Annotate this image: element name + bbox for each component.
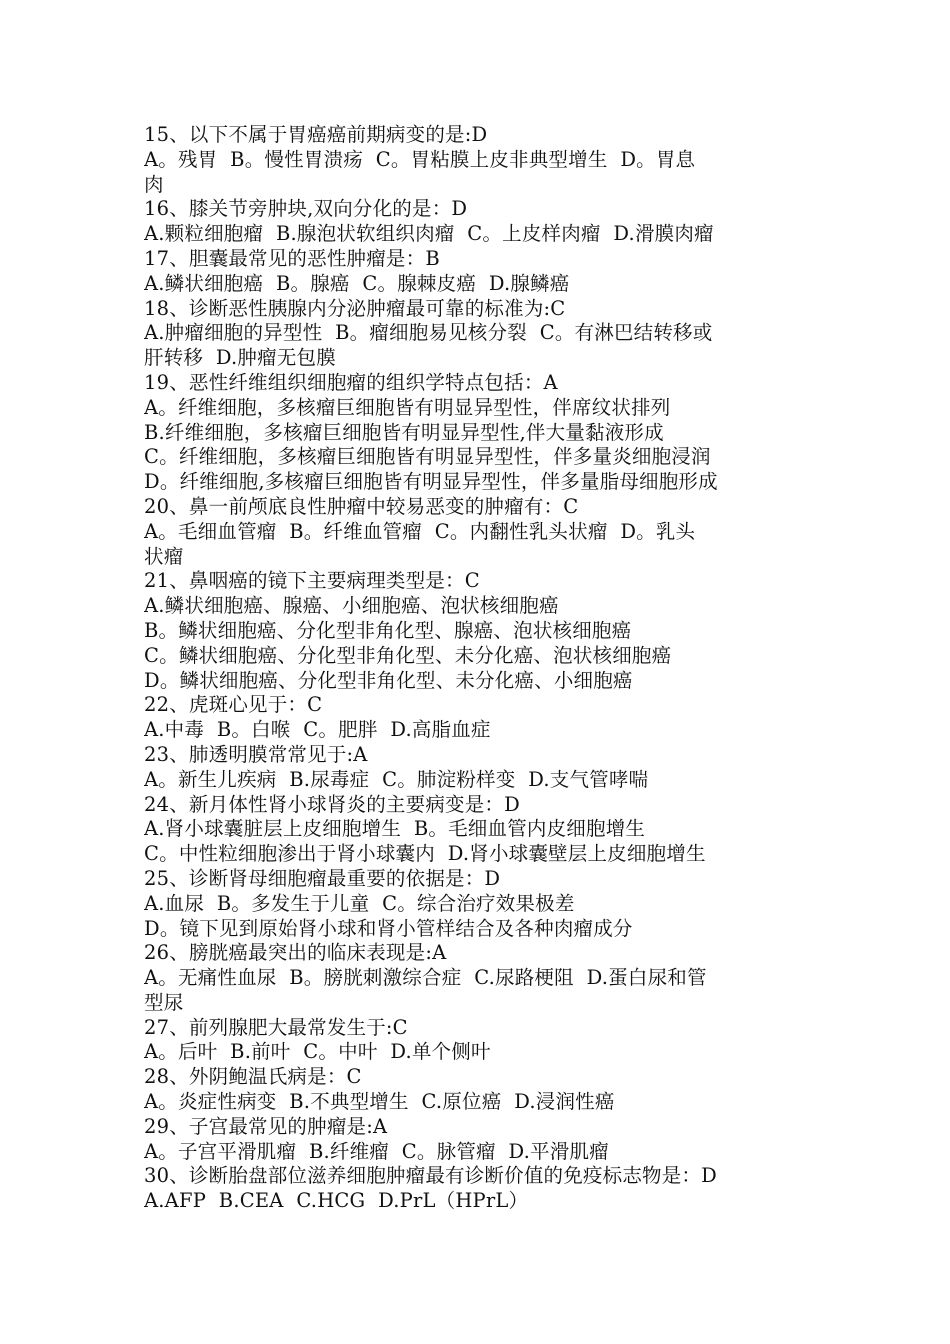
options-20-continued: 状瘤 bbox=[144, 544, 184, 568]
question-27: 27、前列腺肥大最常发生于:C bbox=[144, 1015, 408, 1039]
options-17: A.鳞状细胞癌 B。腺癌 C。腺棘皮癌 D.腺鳞癌 bbox=[144, 271, 570, 295]
option-21-c: C。鳞状细胞癌、分化型非角化型、未分化癌、泡状核细胞癌 bbox=[144, 643, 672, 667]
question-26: 26、膀胱癌最突出的临床表现是:A bbox=[144, 941, 447, 965]
options-24-cd: C。中性粒细胞渗出于肾小球囊内 D.肾小球囊壁层上皮细胞增生 bbox=[144, 842, 706, 866]
question-21: 21、鼻咽癌的镜下主要病理类型是：C bbox=[144, 569, 480, 593]
options-18: A.肿瘤细胞的异型性 B。瘤细胞易见核分裂 C。有淋巴结转移或 bbox=[144, 321, 713, 345]
question-25: 25、诊断肾母细胞瘤最重要的依据是：D bbox=[144, 866, 501, 890]
document-body bbox=[144, 123, 809, 1214]
question-29: 29、子宫最常见的肿瘤是:A bbox=[144, 1114, 388, 1138]
question-17: 17、胆囊最常见的恶性肿瘤是：B bbox=[144, 246, 440, 270]
options-18-continued: 肝转移 D.肿瘤无包膜 bbox=[144, 346, 336, 370]
option-25-d: D。镜下见到原始肾小球和肾小管样结合及各种肉瘤成分 bbox=[144, 916, 633, 940]
option-21-b: B。鳞状细胞癌、分化型非角化型、腺癌、泡状核细胞癌 bbox=[144, 618, 632, 642]
options-27: A。后叶 B.前叶 C。中叶 D.单个侧叶 bbox=[144, 1040, 491, 1064]
question-24: 24、新月体性肾小球肾炎的主要病变是：D bbox=[144, 792, 520, 816]
question-20: 20、鼻一前颅底良性肿瘤中较易恶变的肿瘤有：C bbox=[144, 494, 579, 518]
question-30: 30、诊断胎盘部位滋养细胞肿瘤最有诊断价值的免疫标志物是：D bbox=[144, 1164, 717, 1188]
options-24-ab: A.肾小球囊脏层上皮细胞增生 B。毛细血管内皮细胞增生 bbox=[144, 817, 646, 841]
option-21-d: D。鳞状细胞癌、分化型非角化型、未分化癌、小细胞癌 bbox=[144, 668, 633, 692]
options-15-continued: 肉 bbox=[144, 172, 164, 196]
option-21-a: A.鳞状细胞癌、腺癌、小细胞癌、泡状核细胞癌 bbox=[144, 594, 559, 618]
option-19-b: B.纤维细胞，多核瘤巨细胞皆有明显异型性,伴大量黏液形成 bbox=[144, 420, 664, 444]
question-19: 19、恶性纤维组织细胞瘤的组织学特点包括：A bbox=[144, 370, 558, 394]
option-19-a: A。纤维细胞，多核瘤巨细胞皆有明显异型性，伴席纹状排列 bbox=[144, 395, 671, 419]
question-15: 15、以下不属于胃癌癌前期病变的是:D bbox=[144, 123, 488, 146]
options-30: A.AFP B.CEA C.HCG D.PrL（HPrL） bbox=[144, 1189, 529, 1213]
option-19-c: C。纤维细胞，多核瘤巨细胞皆有明显异型性，伴多量炎细胞浸润 bbox=[144, 445, 711, 469]
option-19-d: D。纤维细胞,多核瘤巨细胞皆有明显异型性，伴多量脂母细胞形成 bbox=[144, 470, 718, 494]
options-22: A.中毒 B。白喉 C。肥胖 D.高脂血症 bbox=[144, 718, 491, 742]
options-28: A。炎症性病变 B.不典型增生 C.原位癌 D.浸润性癌 bbox=[144, 1090, 615, 1114]
options-25-abc: A.血尿 B。多发生于儿童 C。综合治疗效果极差 bbox=[144, 891, 575, 915]
question-16: 16、膝关节旁肿块,双向分化的是：D bbox=[144, 197, 468, 221]
options-26: A。无痛性血尿 B。膀胱刺激综合症 C.尿路梗阻 D.蛋白尿和管 bbox=[144, 966, 707, 990]
options-26-continued: 型尿 bbox=[144, 990, 184, 1014]
options-16: A.颗粒细胞瘤 B.腺泡状软组织肉瘤 C。上皮样肉瘤 D.滑膜肉瘤 bbox=[144, 222, 714, 246]
question-23: 23、肺透明膜常常见于:A bbox=[144, 742, 368, 766]
options-20: A。毛细血管瘤 B。纤维血管瘤 C。内翻性乳头状瘤 D。乳头 bbox=[144, 519, 696, 543]
options-29: A。子宫平滑肌瘤 B.纤维瘤 C。脉管瘤 D.平滑肌瘤 bbox=[144, 1139, 609, 1163]
options-23: A。新生儿疾病 B.尿毒症 C。肺淀粉样变 D.支气管哮喘 bbox=[144, 767, 649, 791]
question-28: 28、外阴鲍温氏病是：C bbox=[144, 1065, 362, 1089]
question-22: 22、虎斑心见于：C bbox=[144, 693, 323, 717]
options-15: A。残胃 B。慢性胃溃疡 C。胃粘膜上皮非典型增生 D。胃息 bbox=[144, 147, 696, 171]
question-18: 18、诊断恶性胰腺内分泌肿瘤最可靠的标准为:C bbox=[144, 296, 566, 320]
